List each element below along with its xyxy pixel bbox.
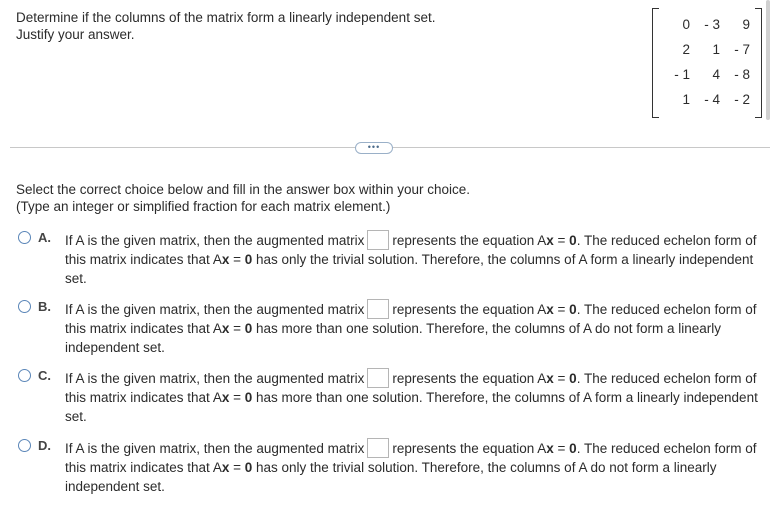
choice-letter: C. (38, 368, 51, 383)
matrix-cell: 1 (712, 42, 720, 57)
choice-text (65, 230, 765, 288)
bold-zero: 0 (569, 441, 577, 456)
bold-x: x (221, 390, 230, 405)
conclusion: . Therefore, the columns of A do not form a linearly independent set. (65, 321, 722, 355)
bold-zero: 0 (569, 233, 577, 248)
equals: = (229, 252, 245, 267)
bold-x: x (221, 321, 230, 336)
matrix-row (662, 62, 752, 87)
choice-text-equation: represents the equation A (392, 233, 547, 248)
matrix-cell: 2 (682, 42, 690, 57)
matrix-cell: 1 (682, 92, 690, 107)
matrix-row (662, 12, 752, 37)
choice-text-pre: If A is the given matrix, then the augmented matrix (65, 302, 365, 317)
conclusion: . Therefore, the columns of A do not form a linearly independent set. (65, 460, 717, 494)
matrix-cell: 0 (682, 17, 690, 32)
choice-letter: B. (38, 299, 51, 314)
scrollbar[interactable] (766, 0, 770, 120)
given-matrix (652, 8, 762, 118)
has: has (252, 252, 282, 267)
equals: = (553, 441, 570, 456)
expand-more-button[interactable]: ••• (355, 142, 393, 154)
choice-text-equation: represents the equation A (392, 302, 547, 317)
equals: = (229, 321, 245, 336)
equals: = (229, 390, 245, 405)
choice-letter: D. (38, 438, 51, 453)
matrix-row (662, 37, 752, 62)
matrix-cell: 4 (712, 67, 720, 82)
matrix-cell: - 8 (734, 67, 750, 82)
matrix-cell: - 7 (734, 42, 750, 57)
matrix-cell: - 2 (734, 92, 750, 107)
choice-text (65, 438, 765, 496)
choice-text-reduced: . The reduced echelon form of this matrix indicates that A (65, 371, 757, 405)
solution-type: more than one solution (281, 321, 419, 336)
augmented-matrix-input[interactable] (367, 230, 389, 250)
bold-x: x (546, 441, 554, 456)
radio-choice-d[interactable] (18, 439, 31, 452)
solution-type: only the trivial solution (281, 460, 415, 475)
question-line-1: Determine if the columns of the matrix form a linearly independent set. (16, 10, 436, 25)
solution-type: only the trivial solution (281, 252, 415, 267)
augmented-matrix-input[interactable] (367, 438, 389, 458)
has: has (252, 390, 282, 405)
has: has (252, 460, 282, 475)
matrix-row (662, 87, 752, 112)
choice-text (65, 368, 765, 426)
bold-zero: 0 (244, 390, 253, 405)
choice-text-pre: If A is the given matrix, then the augmented matrix (65, 233, 365, 248)
choice-text-reduced: . The reduced echelon form of this matrix indicates that A (65, 233, 757, 267)
bold-x: x (546, 302, 554, 317)
radio-choice-c[interactable] (18, 369, 31, 382)
instructions-line-2: (Type an integer or simplified fraction for each matrix element.) (16, 199, 391, 214)
matrix-cell: - 4 (704, 92, 720, 107)
matrix-table (662, 12, 752, 112)
choice-text-pre: If A is the given matrix, then the augmented matrix (65, 441, 365, 456)
equals: = (229, 460, 245, 475)
has: has (252, 321, 282, 336)
matrix-right-bracket (755, 8, 762, 118)
conclusion: . Therefore, the columns of A form a linearly independent set. (65, 252, 754, 286)
question-text (16, 9, 576, 43)
instructions (16, 181, 470, 215)
choice-text (65, 299, 765, 357)
choice-letter: A. (38, 230, 51, 245)
augmented-matrix-input[interactable] (367, 368, 389, 388)
matrix-cell: 9 (742, 17, 750, 32)
instructions-line-1: Select the correct choice below and fill in the answer box within your choice. (16, 182, 470, 197)
choice-text-pre: If A is the given matrix, then the augmented matrix (65, 371, 365, 386)
choice-text-reduced: . The reduced echelon form of this matrix indicates that A (65, 441, 757, 475)
equals: = (553, 371, 570, 386)
bold-zero: 0 (569, 302, 577, 317)
radio-choice-a[interactable] (18, 231, 31, 244)
matrix-left-bracket (652, 8, 659, 118)
equals: = (553, 302, 570, 317)
equals: = (553, 233, 570, 248)
matrix-cell: - 3 (704, 17, 720, 32)
choice-text-reduced: . The reduced echelon form of this matrix indicates that A (65, 302, 757, 336)
conclusion: . Therefore, the columns of A form a linearly independent set. (65, 390, 758, 424)
radio-choice-b[interactable] (18, 300, 31, 313)
bold-zero: 0 (244, 252, 253, 267)
question-line-2: Justify your answer. (16, 27, 135, 42)
bold-x: x (546, 371, 554, 386)
bold-x: x (221, 252, 230, 267)
augmented-matrix-input[interactable] (367, 299, 389, 319)
bold-zero: 0 (569, 371, 577, 386)
solution-type: more than one solution (281, 390, 419, 405)
bold-zero: 0 (244, 321, 253, 336)
bold-zero: 0 (244, 460, 253, 475)
choice-text-equation: represents the equation A (392, 371, 547, 386)
choice-text-equation: represents the equation A (392, 441, 547, 456)
bold-x: x (546, 233, 554, 248)
bold-x: x (221, 460, 230, 475)
matrix-cell: - 1 (674, 67, 690, 82)
